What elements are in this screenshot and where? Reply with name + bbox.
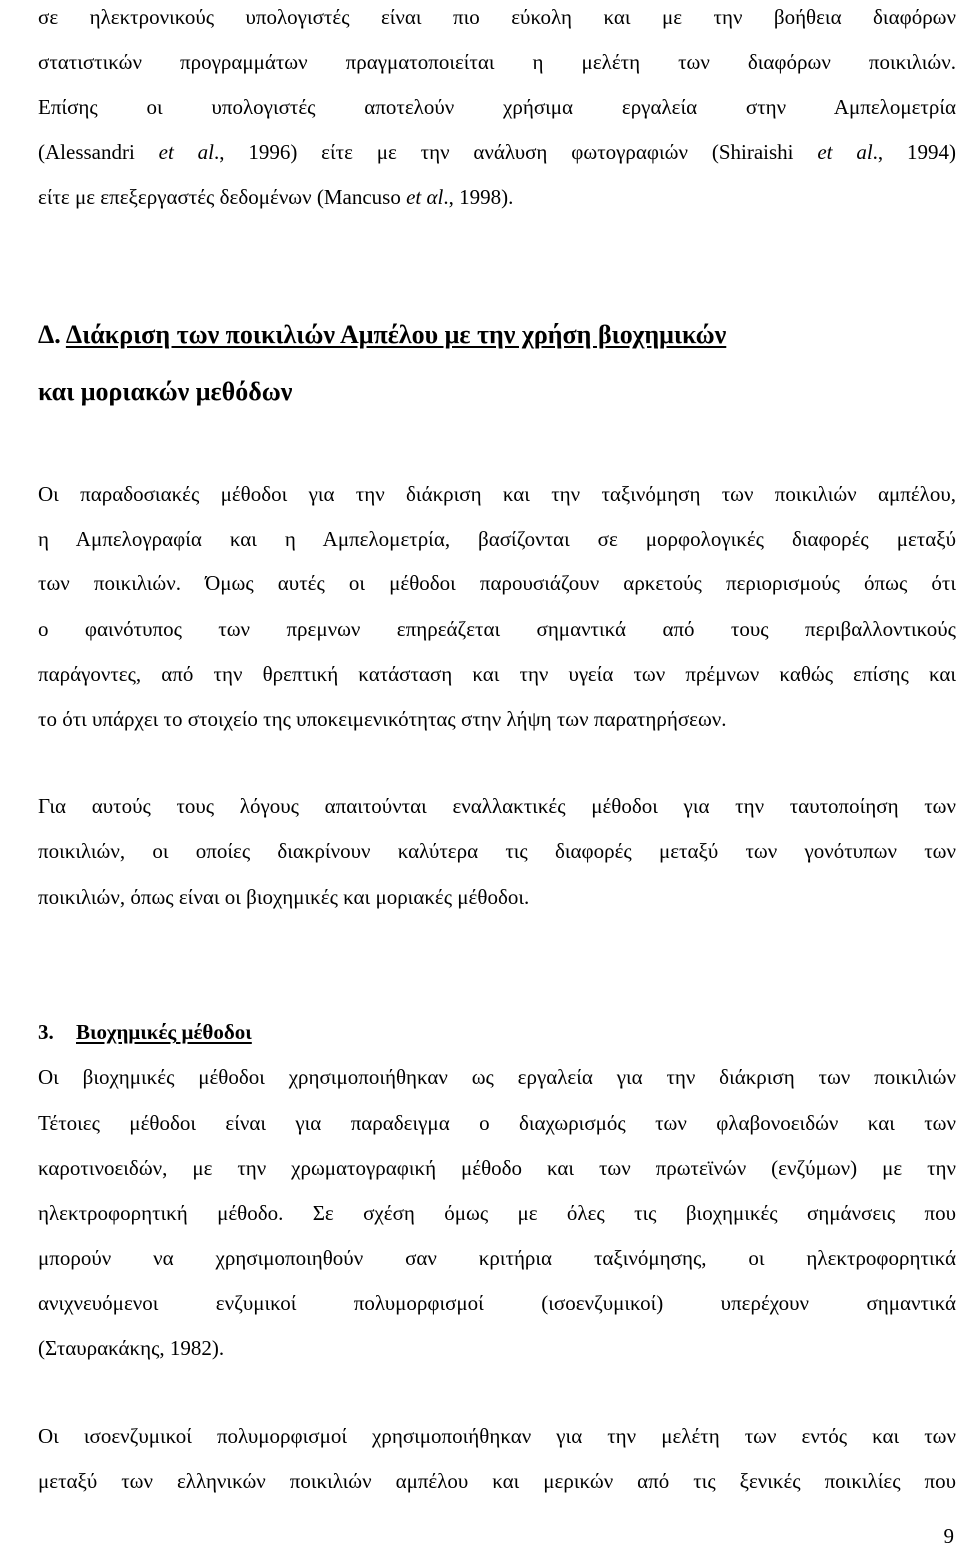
p4-line-1: Οι ισοενζυμικοί πολυμορφισμοί χρησιμοποιήθηκαν για την μελέτη των εντός και των [38, 1424, 956, 1448]
p1-line-3: των ποικιλιών. Όμως αυτές οι μέθοδοι παρουσιάζουν αρκετούς περιορισμούς όπως ότι [38, 571, 956, 595]
subsection-title: Βιοχημικές μέθοδοι [76, 1020, 252, 1044]
section-heading [38, 319, 956, 351]
p1-line-5: παράγοντες, από την θρεπτική κατάσταση και την υγεία των πρέμνων καθώς επίσης και [38, 662, 956, 686]
p3-line-7: (Σταυρακάκης, 1982). [38, 1336, 225, 1360]
intro-line-1: σε ηλεκτρονικούς υπολογιστές είναι πιο εύκολη και με την βοήθεια διαφόρων [38, 5, 956, 29]
p1-line-1: Οι παραδοσιακές μέθοδοι για την διάκριση και την ταξινόμηση των ποικιλιών αμπέλου, [38, 482, 956, 506]
intro-line-4: (Alessandri et al., 1996) είτε με την ανάλυση φωτογραφιών (Shiraishi et al., 1994) [38, 140, 957, 164]
p3-line-2: Τέτοιες μέθοδοι είναι για παραδειγμα ο διαχωρισμός των φλαβονοειδών και των [38, 1111, 956, 1135]
p1-line-6: το ότι υπάρχει το στοιχείο της υποκειμενικότητας στην λήψη των παρατηρήσεων. [38, 707, 727, 731]
p1-line-2: η Αμπελογραφία και η Αμπελομετρία, βασίζονται σε μορφολογικές διαφορές μεταξύ [38, 527, 956, 551]
p2-line-3: ποικιλιών, όπως είναι οι βιοχημικές και μοριακές μέθοδοι. [38, 885, 530, 909]
subsection-number: 3. [38, 1020, 54, 1044]
page-number: 9 [943, 1524, 954, 1548]
p3-line-4: ηλεκτροφορητική μέθοδο. Σε σχέση όμως με όλες τις βιοχημικές σημάνσεις που [38, 1201, 956, 1225]
intro-line-5: είτε με επεξεργαστές δεδομένων (Mancuso et αl., 1998). [38, 185, 514, 209]
p3-line-1: Οι βιοχημικές μέθοδοι χρησιμοποιήθηκαν ως εργαλεία για την διάκριση των ποικιλιών [38, 1065, 956, 1089]
intro-line-3: Επίσης οι υπολογιστές αποτελούν χρήσιμα εργαλεία στην Αμπελομετρία [38, 95, 956, 119]
p1-line-4: ο φαινότυπος των πρεμνων επηρεάζεται σημαντικά από τους περιβαλλοντικούς [38, 617, 956, 641]
p2-line-1: Για αυτούς τους λόγους απαιτούνται εναλλακτικές μέθοδοι για την ταυτοποίηση των [38, 794, 956, 818]
intro-line-2: στατιστικών προγραμμάτων πραγματοποιείται η μελέτη των διαφόρων ποικιλιών. [38, 50, 956, 74]
p3-line-3: καροτινοειδών, με την χρωματογραφική μέθοδο και των πρωτεϊνών (ενζύμων) με την [38, 1156, 956, 1180]
p4-line-2: μεταξύ των ελληνικών ποικιλιών αμπέλου και μερικών από τις ξενικές ποικιλίες που [38, 1469, 956, 1493]
p2-line-2: ποικιλιών, οι οποίες διακρίνουν καλύτερα τις διαφορές μεταξύ των γονότυπων των [38, 839, 956, 863]
p3-line-6: ανιχνευόμενοι ενζυμικοί πολυμορφισμοί (ισοενζυμικοί) υπερέχουν σημαντικά [38, 1291, 956, 1315]
subsection-heading [38, 1019, 956, 1045]
p3-line-5: μπορούν να χρησιμοποιηθούν σαν κριτήρια ταξινόμησης, οι ηλεκτροφορητικά [38, 1246, 956, 1270]
section-letter: Δ. [38, 320, 61, 349]
section-title-line-1: Διάκριση των ποικιλιών Αμπέλου με την χρήση βιοχημικών [65, 320, 727, 349]
section-title-line-2: και μοριακών μεθόδων [38, 377, 293, 406]
